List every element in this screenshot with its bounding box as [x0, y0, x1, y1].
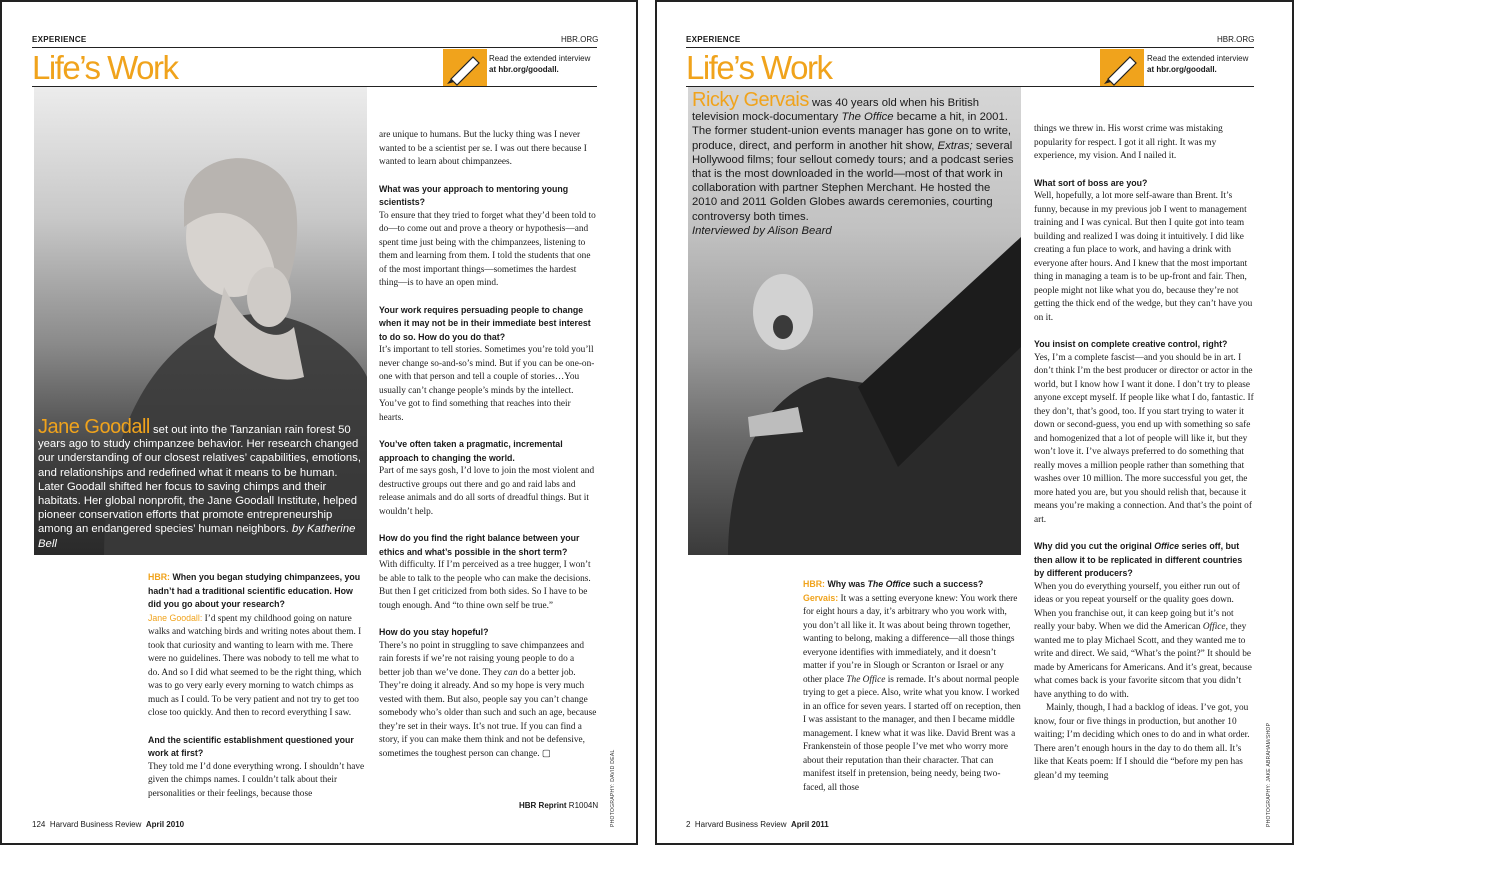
photo-credit: PHOTOGRAPHY: JAKE ABRAHAM/SHOP: [1266, 722, 1272, 827]
answer-2-cont: are unique to humans. But the lucky thing was I never wanted to be a scientist per se. I was out there because I wanted to learn about chimpanzees.: [379, 130, 587, 167]
answer-5: Mainly, though, I had a backlog of ideas. I’ve got, you know, four or five things in production, but another 10 waiting; I’m deciding which ones to do and in what order. There aren’t enough hours in the day to do them all. It’s like that Keats poem: If I should die “before my pen has glean’d my teeming: [1034, 703, 1250, 781]
read-more-label: Read the extended interview: [1147, 54, 1249, 63]
portrait-photo: [688, 87, 1021, 555]
answer-1-cont: things we threw in. His worst crime was mistaking popularity for respect. I got it all right. It was my experience, my vision. And I nailed it.: [1034, 124, 1223, 161]
answer-1: It was a setting everyone knew: You work there for eight hours a day, it’s arbitrary who you work with, you don’t all like it. It was about being thrown together, wanting to belong, making a difference—all those things everyone identifies with immediately, and it doesn’t matter if you’re in Slough or Scranton or Israel or any other place The Office is remade. It’s about normal people trying to get a piece. Also, write what you know. I worked in an office for seven years. I started off on reception, then I was assistant to the manager, and then I became middle management. I knew what it was like. David Brent was a Frankenstein of those people I’ve met who worry more about their reputation than their character. That can manifest itself in pretension, being needy, being two-faced, all those: [803, 593, 1021, 793]
answer-5: Part of me says gosh, I’d love to join the most violent and destructive groups out there and go and raid labs and release animals and do all sorts of dreadful things. But it wouldn’t help.: [379, 466, 595, 517]
column-1: [148, 571, 366, 801]
site-label: HBR.ORG: [1217, 35, 1255, 44]
header-rule: [686, 47, 1254, 48]
question-2: And the scientific establishment questioned your work at first?: [148, 734, 354, 758]
answer-4: It’s important to tell stories. Sometimes you’re told you’ll never change so-and-so’s mind. But if you can be one-on-one with that person and tell a couple of stories…You usually can’t change people’s minds by the intellect. You’ve got to find something that reaches into their hearts.: [379, 345, 595, 423]
pen-icon: [443, 49, 487, 86]
byline: by Katherine Bell: [38, 523, 356, 550]
question-6: How do you find the right balance between your ethics and what’s possible in the short term?: [379, 533, 580, 557]
a-label: Gervais:: [803, 592, 839, 603]
read-more-text: [1147, 53, 1257, 75]
q-label: HBR:: [148, 572, 170, 582]
page-number: 124: [32, 820, 46, 829]
magazine-name: Harvard Business Review: [694, 820, 787, 829]
answer-1: I’d spent my childhood going on nature walks and watching birds and writing notes about them. I took that curiosity and wanting to learn with me. There were no guidelines. There was nobody to tell me what to do. And so I did what seemed to be the right thing, which was to go very early every morning to watch chimps as much as I could. To be very patient and not try to get too close too quickly. And then to record everything I saw.: [148, 613, 362, 718]
question-1: When you began studying chimpanzees, you hadn’t had a traditional scientific education. How did you go about your research?: [148, 572, 361, 609]
issue-date: April 2010: [145, 820, 185, 829]
read-more-link[interactable]: at hbr.org/goodall.: [489, 65, 559, 74]
pen-icon: [1100, 49, 1144, 86]
magazine-page-right: [655, 0, 1294, 845]
question-3: What was your approach to mentoring young scientists?: [379, 183, 569, 207]
answer-7: There’s no point in struggling to save chimpanzees and rain forests if we’re not raising young people to do a better job than we’ve done. They can do a better job. They’re doing it already. And so my hope is very much vested with them. But also, people say you can’t change somebody who’s older than such and such an age, because they’re set in their ways. It’s not true. If you can find a story, if you can make them think and not be defensive, sometimes the toughest person can change.: [379, 640, 597, 759]
page-title: Life’s Work: [32, 49, 178, 86]
page-number: 2: [686, 820, 691, 829]
question-2: What sort of boss are you?: [1034, 177, 1148, 188]
answer-2: They told me I’d done everything wrong. I shouldn’t have given the chimps names. I couldn’t talk about their personalities or their feelings, because those: [148, 761, 365, 799]
column-2: [379, 129, 597, 761]
issue-date: April 2011: [790, 820, 829, 829]
read-more-link[interactable]: at hbr.org/goodall.: [1147, 65, 1217, 74]
answer-4: When you do everything yourself, you either run out of ideas or you repeat yourself or the quality goes down. When you franchise out, it can keep going but it’s not really your baby. When we did the American Office, they wanted me to play Michael Scott, and they wanted me to write and direct. We said, “What’s the point?” It should be made by Americans for Americans. And it’s great, because what comes back is your favorite sitcom that you didn’t have anything to do with.: [1034, 581, 1252, 700]
answer-6: With difficulty. If I’m perceived as a tree hugger, I won’t be able to talk to the people who can make the decisions. But then I get criticized from both sides. So I have to be tough enough. And “to thine own self be true.”: [379, 560, 591, 611]
page-footer: [686, 820, 829, 829]
intro-text: [692, 89, 1017, 238]
portrait-photo: [34, 87, 367, 555]
section-label: EXPERIENCE: [32, 35, 87, 44]
q-label: HBR:: [803, 579, 825, 589]
byline: Interviewed by Alison Beard: [692, 224, 832, 237]
question-1: Why was The Office such a success?: [827, 579, 984, 589]
question-4: Your work requires persuading people to change when it may not be in their immediate best interest to do so. How do you do that?: [379, 304, 591, 342]
end-mark: ▢: [541, 748, 551, 759]
header-rule: [32, 47, 597, 48]
question-7: How do you stay hopeful?: [379, 627, 489, 637]
read-more-text: [489, 53, 599, 75]
reprint-line: HBR Reprint R1004N: [519, 801, 599, 810]
page-title: Life’s Work: [686, 49, 832, 86]
intro-body: set out into the Tanzanian rain forest 50 years ago to study chimpanzee behavior. Her research changed our understanding of our closest relatives’ capabilities, emotions, and relationships and redefined what it means to be human. Later Goodall shifted her focus to saving chimps and their habitats. Her global nonprofit, the Jane Goodall Institute, helped pioneer conservation efforts that promote entrepreneurship among an endangered species’ human neighbors.: [38, 424, 361, 536]
page-footer: [32, 820, 184, 829]
site-label: HBR.ORG: [561, 35, 599, 44]
magazine-name: Harvard Business Review: [49, 820, 142, 829]
subject-name: Ricky Gervais: [692, 89, 809, 111]
read-more-label: Read the extended interview: [489, 54, 591, 63]
section-label: EXPERIENCE: [686, 35, 741, 44]
column-1: [803, 578, 1021, 795]
answer-3: To ensure that they tried to forget what they’d been told to do—to come out and prove a theory or hypothesis—and spent time just being with the chimpanzees, listening to them and learning from them. I told the students that one of the most important things—sometimes the hardest thing—is to have an open mind.: [379, 210, 596, 288]
question-3: You insist on complete creative control, right?: [1034, 339, 1228, 349]
intro-body: was 40 years old when his British television mock-documentary The Office became a hit, in 2001. The former student-union events manager has gone on to write, produce, direct, and perform in another hit show, Extras; several Hollywood films; four sellout comedy tours; and a podcast series that is the most downloaded in the world—most of that work in collaboration with partner Stephen Merchant. He hosted the 2010 and 2011 Golden Globes awards ceremonies, courting controversy both times.: [692, 97, 1014, 223]
answer-3: Yes, I’m a complete fascist—and you should be in art. I don’t think I’m the best producer or director or actor in the world, but I know how I want it done. I don’t try to please anyone except myself. If people like what I do, fantastic. If they don’t, that’s good, too. If you start trying to water it down or second-guess, you end up with something so safe and homogenized that a lot of people will like it, but they won’t love it. I’ve always preferred to do something that really moves a million people rather than something that washes over 10 million. The more successful you get, the more hated you are, but you should relish that, because it means you’re making a connection. And that’s the point of art.: [1034, 352, 1254, 525]
column-2: [1034, 123, 1254, 783]
intro-text: [38, 416, 366, 551]
photo-credit: PHOTOGRAPHY: DAVID DEAL: [610, 749, 616, 827]
a-label: Jane Goodall:: [148, 612, 203, 623]
answer-2: Well, hopefully, a lot more self-aware than Brent. It’s funny, because in my previous job I went to management training and I was cynical. But then I quite got into team building and realized I was doing it intuitively. I did like creating a fun place to work, and having a drink with everyone after hours. And I knew that the most important thing in managing a team is to be up-front and fair. Then, people might not like what you do, because they’re not getting the thick end of the wedge, but they can’t have you on it.: [1034, 191, 1253, 323]
question-4: Why did you cut the original Office series off, but then allow it to be replicated in different countries by different producers?: [1034, 541, 1243, 578]
magazine-page-left: [0, 0, 638, 845]
subject-name: Jane Goodall: [38, 416, 150, 438]
question-5: You’ve often taken a pragmatic, incremental approach to changing the world.: [379, 439, 563, 463]
